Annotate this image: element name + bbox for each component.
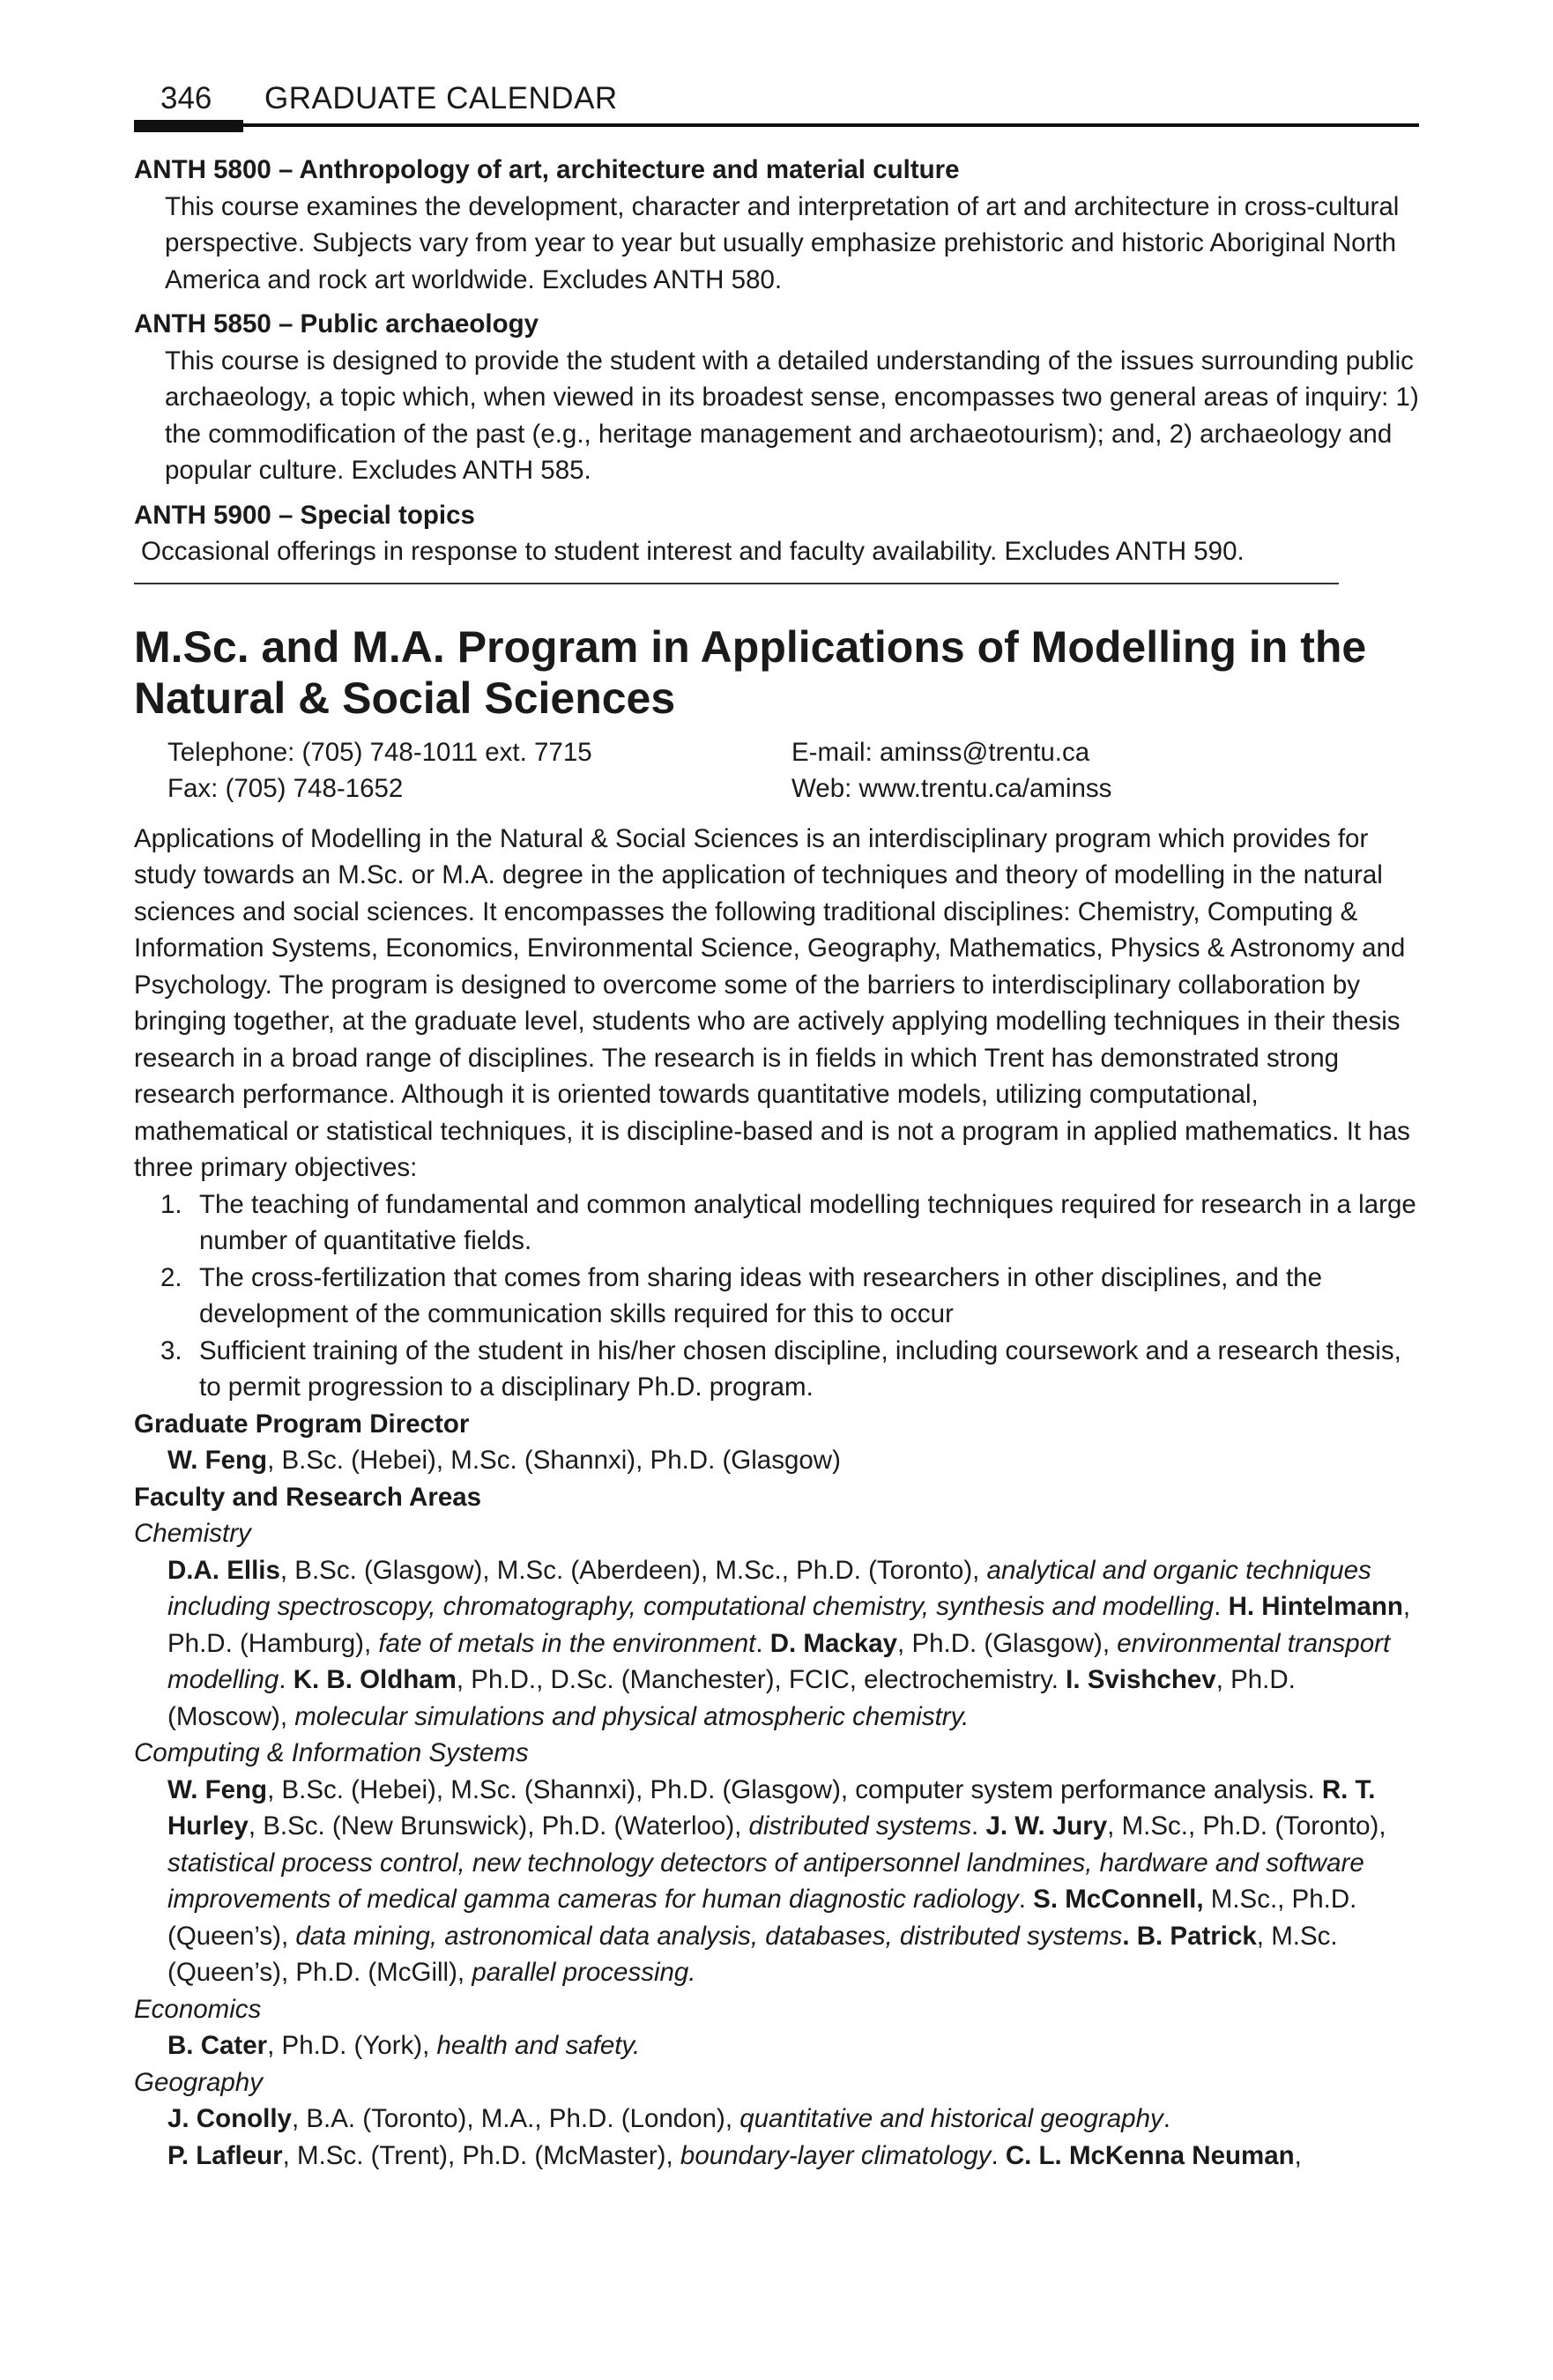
section-divider	[134, 583, 1339, 584]
faculty-name: W. Feng	[167, 1774, 268, 1804]
area-chemistry: Chemistry	[134, 1519, 251, 1548]
program-contact	[134, 734, 1419, 807]
credentials: ,	[1294, 2140, 1302, 2170]
faculty-entries	[134, 2138, 1419, 2175]
objectives-list	[134, 1186, 1419, 1406]
faculty-name: I. Svishchev	[1066, 1665, 1216, 1694]
item-number: 2.	[160, 1262, 182, 1292]
credentials: .	[1214, 1592, 1229, 1621]
credentials: , Ph.D. (Moscow),	[167, 1665, 1296, 1731]
director-entry	[134, 1442, 1419, 1479]
course-anth-5800	[134, 152, 1419, 298]
page-number: 346	[160, 81, 212, 115]
course-anth-5850	[134, 306, 1419, 489]
faculty-entries	[134, 2027, 1419, 2064]
credentials: .	[1018, 1885, 1034, 1914]
credentials: .	[279, 1665, 294, 1694]
page-content	[134, 152, 1419, 2174]
faculty-name: P. Lafleur	[167, 2140, 283, 2170]
credentials: .	[991, 2140, 1006, 2170]
director-heading: Graduate Program Director	[134, 1409, 470, 1439]
program-intro: Applications of Modelling in the Natural & Social Sciences is an interdisciplinary program which provides for study towards an M.Sc. or M.A. degree in the application of techniques and theory of modelling in the natural sciences and social sciences. It encompasses the following traditional disciplines: Chemistry, Computing & Information Systems, Economics, Environmental Science, Geography, Mathematics, Physics & Astronomy and Psychology. The program is designed to overcome some of the barriers to interdisciplinary collaboration by bringing together, at the graduate level, students who are actively applying modelling techniques in their thesis research in a broad range of disciplines. The research is in fields in which Trent has demonstrated strong research performance. Although it is oriented towards quantitative models, utilizing computational, mathematical or statistical techniques, it is discipline-based and is not a program in applied mathematics. It has three primary objectives:	[134, 823, 1410, 1182]
course-description: This course examines the development, character and interpretation of art and architecture in cross-cultural perspective. Subjects vary from year to year but usually emphasize prehistoric and historic Aboriginal North America and rock art worldwide. Excludes ANTH 580.	[165, 191, 1400, 294]
credentials: .	[971, 1811, 986, 1841]
email: E-mail: aminss@trentu.ca	[791, 737, 1090, 767]
faculty-name: S. McConnell,	[1033, 1885, 1204, 1914]
list-item	[134, 1260, 1419, 1333]
course-description: Occasional offerings in response to student interest and faculty availability. Excludes ANTH 590.	[141, 537, 1245, 566]
research-area: environmental transport modelling	[167, 1628, 1391, 1694]
website: Web: www.trentu.ca/aminss	[791, 773, 1112, 803]
item-number: 1.	[160, 1189, 182, 1219]
running-title: GRADUATE CALENDAR	[264, 81, 618, 115]
research-area: fate of metals in the environment	[378, 1628, 756, 1658]
credentials: , B.A. (Toronto), M.A., Ph.D. (London),	[291, 2104, 740, 2133]
credentials: , M.Sc. (Queen’s), Ph.D. (McGill),	[167, 1921, 1338, 1987]
header-tab-mark	[134, 120, 243, 132]
research-area: health and safety.	[436, 2031, 641, 2060]
faculty-name: B. Cater	[167, 2031, 268, 2060]
credentials: , Ph.D. (Glasgow),	[897, 1628, 1118, 1658]
faculty-name: H. Hintelmann	[1228, 1592, 1403, 1621]
course-anth-5900	[134, 497, 1419, 570]
faculty-name: . B. Patrick	[1122, 1921, 1257, 1951]
credentials: , Ph.D., D.Sc. (Manchester), FCIC, electrochemistry.	[456, 1665, 1066, 1694]
research-area: quantitative and historical geography	[739, 2104, 1163, 2133]
faculty-entries	[134, 1552, 1419, 1736]
credentials: , Ph.D. (Hamburg),	[167, 1592, 1411, 1658]
faculty-name: R. T. Hurley	[167, 1774, 1376, 1841]
fax: Fax: (705) 748-1652	[167, 773, 404, 803]
research-area: parallel processing.	[472, 1958, 696, 1987]
area-geography: Geography	[134, 2067, 263, 2097]
credentials: .	[1163, 2104, 1170, 2133]
research-area: molecular simulations and physical atmospheric chemistry.	[294, 1701, 970, 1731]
credentials: , B.Sc. (New Brunswick), Ph.D. (Waterloo),	[248, 1811, 749, 1841]
list-item	[134, 1333, 1419, 1406]
credentials: , M.Sc. (Trent), Ph.D. (McMaster),	[282, 2140, 680, 2170]
faculty-name: C. L. McKenna Neuman	[1005, 2140, 1295, 2170]
telephone: Telephone: (705) 748-1011 ext. 7715	[167, 737, 592, 767]
item-text: Sufficient training of the student in his/her chosen discipline, including coursework and a research thesis, to permit progression to a disciplinary Ph.D. program.	[199, 1335, 1401, 1402]
faculty-name: D.A. Ellis	[167, 1555, 280, 1585]
research-area: analytical and organic techniques including spectroscopy, chromatography, computational chemistry, synthesis and modelling	[167, 1555, 1371, 1621]
area-economics: Economics	[134, 1994, 262, 2024]
course-title: ANTH 5800 – Anthropology of art, architecture and material culture	[134, 155, 960, 184]
research-area: distributed systems	[748, 1811, 972, 1841]
credentials: .	[755, 1628, 770, 1658]
header-rule	[134, 123, 1419, 127]
director-credentials: , B.Sc. (Hebei), M.Sc. (Shannxi), Ph.D. (Glasgow)	[267, 1446, 841, 1475]
running-header	[134, 81, 1419, 134]
director-name: W. Feng	[167, 1446, 268, 1475]
research-area: statistical process control, new technology detectors of antipersonnel landmines, hardware and software improvements of medical gamma cameras for human diagnostic radiology	[167, 1848, 1364, 1914]
faculty-name: D. Mackay	[769, 1628, 898, 1658]
faculty-entries	[134, 2101, 1419, 2138]
faculty-name: J. W. Jury	[985, 1811, 1108, 1841]
faculty-entries	[134, 1772, 1419, 1991]
course-title: ANTH 5900 – Special topics	[134, 500, 475, 530]
item-text: The cross-fertilization that comes from sharing ideas with researchers in other disciplines, and the development of the communication skills required for this to occur	[199, 1262, 1322, 1328]
item-text: The teaching of fundamental and common analytical modelling techniques required for research in a large number of quantitative fields.	[199, 1189, 1416, 1255]
credentials: , B.Sc. (Hebei), M.Sc. (Shannxi), Ph.D. (Glasgow), computer system performance analysis.	[267, 1774, 1322, 1804]
area-computing: Computing & Information Systems	[134, 1738, 529, 1767]
research-area: boundary-layer climatology	[680, 2140, 992, 2170]
course-title: ANTH 5850 – Public archaeology	[134, 309, 539, 338]
research-area: data mining, astronomical data analysis, databases, distributed systems	[295, 1921, 1123, 1951]
list-item	[134, 1186, 1419, 1260]
item-number: 3.	[160, 1335, 182, 1365]
faculty-heading: Faculty and Research Areas	[134, 1482, 482, 1512]
credentials: , M.Sc., Ph.D. (Toronto),	[1107, 1811, 1386, 1841]
program-title: M.Sc. and M.A. Program in Applications of Modelling in the Natural & Social Sciences	[134, 621, 1367, 723]
course-description: This course is designed to provide the student with a detailed understanding of the issues surrounding public archaeology, a topic which, when viewed in its broadest sense, encompasses two general areas of inquiry: 1) the commodification of the past (e.g., heritage management and archaeotourism); and, 2) archaeology and popular culture. Excludes ANTH 585.	[165, 346, 1419, 485]
faculty-name: J. Conolly	[167, 2104, 292, 2133]
credentials: , Ph.D. (York),	[267, 2031, 437, 2060]
credentials: M.Sc., Ph.D. (Queen’s),	[167, 1885, 1357, 1951]
credentials: , B.Sc. (Glasgow), M.Sc. (Aberdeen), M.Sc., Ph.D. (Toronto),	[279, 1555, 987, 1585]
faculty-name: K. B. Oldham	[293, 1665, 457, 1694]
